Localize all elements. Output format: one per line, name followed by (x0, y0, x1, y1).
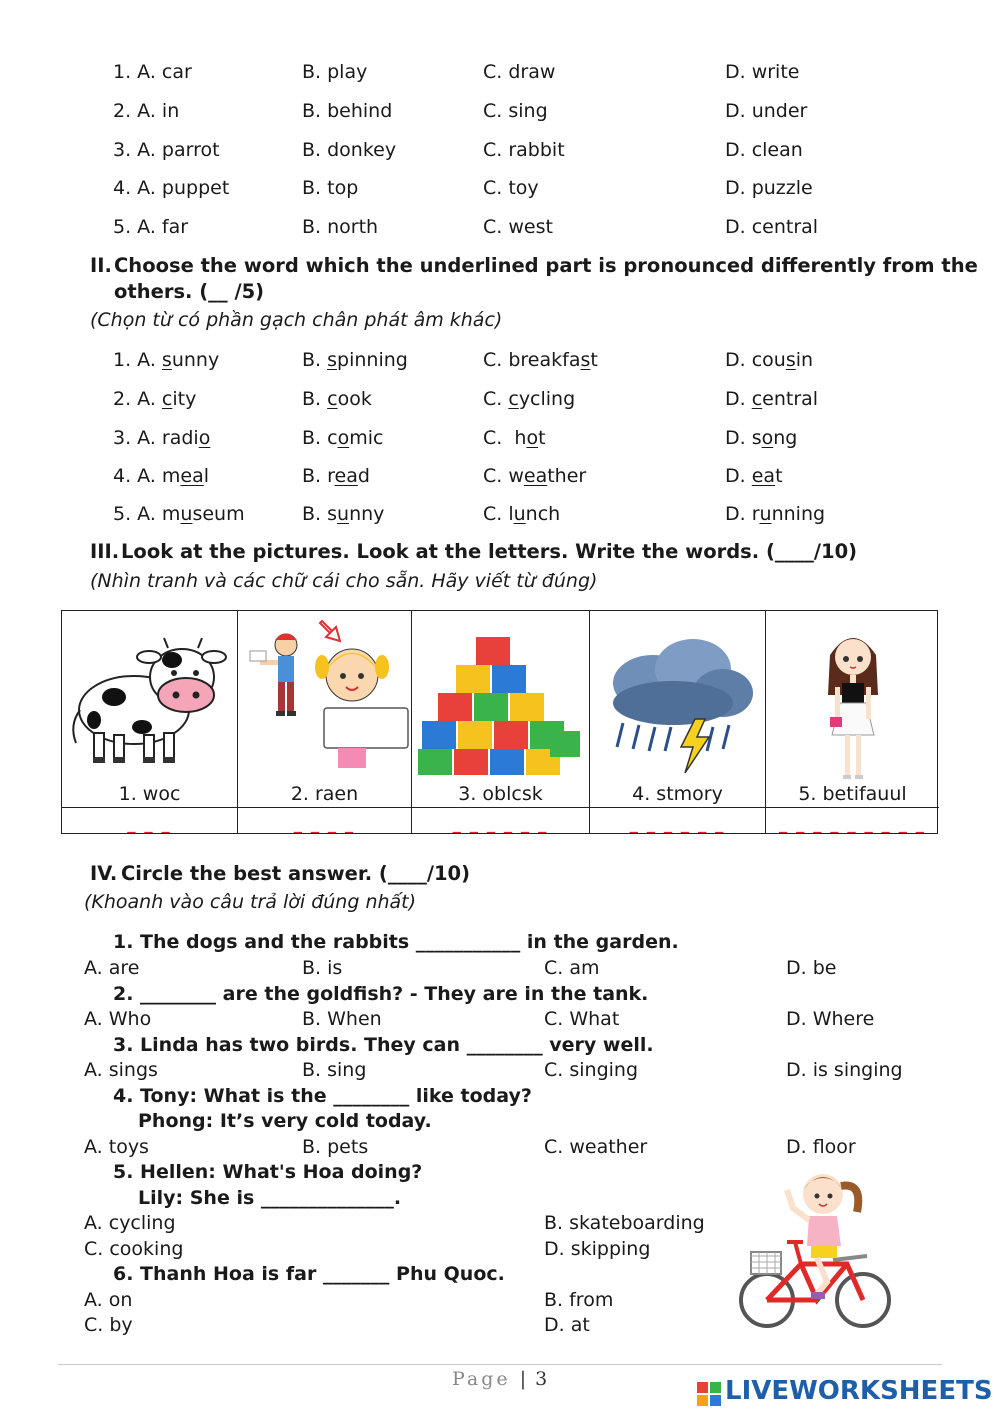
s2-q3-b[interactable]: B. comic (302, 427, 384, 449)
picture-cell-2 (238, 611, 412, 808)
s2-q4-d[interactable]: D. eat (725, 465, 783, 487)
s4-q2-d[interactable]: D. Where (786, 1008, 875, 1030)
s2-q1-c[interactable]: C. breakfast (483, 349, 598, 371)
s1-q5-a[interactable]: 5. A. far (113, 216, 189, 238)
picture-caption-4: 4. stmory (632, 783, 723, 805)
s1-q5-c[interactable]: C. west (483, 216, 553, 238)
section-2-title-line2: others. (__ /5) (114, 280, 265, 303)
s2-q3-a[interactable]: 3. A. radio (113, 427, 211, 449)
s4-q6-text: 6. Thanh Hoa is far _______ Phu Quoc. (113, 1263, 505, 1285)
picture-cell-5 (766, 611, 939, 808)
s4-q6-a[interactable]: A. on (84, 1289, 133, 1311)
section-3-subtitle: (Nhìn tranh và các chữ cái cho sẵn. Hãy viết từ đúng) (90, 570, 598, 592)
s4-q4-c[interactable]: C. weather (544, 1136, 648, 1158)
s2-q5-c[interactable]: C. lunch (483, 503, 561, 525)
s1-q2-d[interactable]: D. under (725, 100, 808, 122)
s1-q1-a[interactable]: 1. A. car (113, 61, 192, 83)
answer-blank-2[interactable]: _ _ _ _ (238, 808, 412, 833)
s4-q6-d[interactable]: D. at (544, 1314, 590, 1336)
s1-q1-d[interactable]: D. write (725, 61, 800, 83)
section-4-subtitle: (Khoanh vào câu trả lời đúng nhất) (84, 891, 417, 913)
section-4-number: IV. (90, 862, 118, 885)
liveworksheets-brand[interactable]: LIVEWORKSHEETS (725, 1376, 993, 1406)
s4-q4-text2: Phong: It’s very cold today. (138, 1110, 432, 1132)
s4-q4-text1: 4. Tony: What is the ________ like today? (113, 1085, 532, 1107)
page-label: Page (452, 1368, 511, 1390)
s1-q4-a[interactable]: 4. A. puppet (113, 177, 230, 199)
s1-q1-c[interactable]: C. draw (483, 61, 556, 83)
picture-caption-5: 5. betifauul (798, 783, 907, 805)
s1-q3-b[interactable]: B. donkey (302, 139, 397, 161)
s4-q5-c[interactable]: C. cooking (84, 1238, 184, 1260)
s1-q3-d[interactable]: D. clean (725, 139, 803, 161)
s4-q4-a[interactable]: A. toys (84, 1136, 149, 1158)
picture-cell-1 (62, 611, 238, 808)
s1-q3-a[interactable]: 3. A. parrot (113, 139, 220, 161)
s1-q3-c[interactable]: C. rabbit (483, 139, 565, 161)
near-picture (240, 613, 410, 781)
picture-caption-3: 3. oblcsk (458, 783, 543, 805)
picture-caption-2: 2. raen (290, 783, 359, 805)
s2-q2-c[interactable]: C. cycling (483, 388, 576, 410)
s2-q5-b[interactable]: B. sunny (302, 503, 385, 525)
s4-q2-b[interactable]: B. When (302, 1008, 382, 1030)
picture-cell-3 (412, 611, 590, 808)
picture-word-table (61, 610, 938, 834)
s4-q5-text1: 5. Hellen: What's Hoa doing? (113, 1161, 423, 1183)
s4-q1-a[interactable]: A. are (84, 957, 140, 979)
s4-q1-c[interactable]: C. am (544, 957, 600, 979)
answer-blank-3[interactable]: _ _ _ _ _ _ (412, 808, 590, 833)
blocks-picture (416, 631, 586, 781)
liveworksheets-logo-icon (697, 1382, 721, 1406)
page-footer: Page | 3 (452, 1368, 551, 1390)
s4-q5-text2: Lily: She is ______________. (138, 1187, 402, 1209)
s4-q4-b[interactable]: B. pets (302, 1136, 369, 1158)
section-4-title: Circle the best answer. (____/10) (121, 862, 470, 885)
s4-q6-c[interactable]: C. by (84, 1314, 133, 1336)
s2-q3-c[interactable]: C. hot (483, 427, 546, 449)
s1-q4-b[interactable]: B. top (302, 177, 359, 199)
s4-q3-text: 3. Linda has two birds. They can ________ very well. (113, 1034, 654, 1056)
footer-divider (58, 1364, 942, 1365)
s4-q1-b[interactable]: B. is (302, 957, 343, 979)
s2-q5-a[interactable]: 5. A. museum (113, 503, 245, 525)
beautiful-girl-picture (808, 625, 898, 785)
cow-picture (64, 615, 236, 785)
s1-q2-c[interactable]: C. sing (483, 100, 548, 122)
s4-q5-d[interactable]: D. skipping (544, 1238, 651, 1260)
picture-cell-4 (590, 611, 766, 808)
s1-q1-b[interactable]: B. play (302, 61, 368, 83)
s2-q4-b[interactable]: B. read (302, 465, 370, 487)
s4-q5-b[interactable]: B. skateboarding (544, 1212, 705, 1234)
s2-q1-a[interactable]: 1. A. sunny (113, 349, 220, 371)
s2-q2-a[interactable]: 2. A. city (113, 388, 197, 410)
s4-q3-d[interactable]: D. is singing (786, 1059, 903, 1081)
s4-q3-c[interactable]: C. singing (544, 1059, 639, 1081)
s4-q3-b[interactable]: B. sing (302, 1059, 367, 1081)
page-number: 3 (535, 1368, 551, 1390)
s2-q5-d[interactable]: D. running (725, 503, 826, 525)
s1-q4-c[interactable]: C. toy (483, 177, 539, 199)
s1-q2-b[interactable]: B. behind (302, 100, 393, 122)
s2-q3-d[interactable]: D. song (725, 427, 798, 449)
cycling-girl-picture (737, 1160, 897, 1340)
answer-blank-1[interactable]: _ _ _ (62, 808, 238, 833)
s2-q1-d[interactable]: D. cousin (725, 349, 814, 371)
s4-q3-a[interactable]: A. sings (84, 1059, 158, 1081)
storm-cloud-picture (593, 631, 763, 781)
s4-q5-a[interactable]: A. cycling (84, 1212, 176, 1234)
s2-q4-c[interactable]: C. weather (483, 465, 587, 487)
answer-blank-4[interactable]: _ _ _ _ _ _ (590, 808, 766, 833)
s2-q1-b[interactable]: B. spinning (302, 349, 408, 371)
picture-caption-1: 1. woc (118, 783, 181, 805)
answer-blank-5[interactable]: _ _ _ _ _ _ _ _ _ (779, 814, 926, 833)
section-3-title: Look at the pictures. Look at the letters. Write the words. (____/10) (121, 540, 858, 563)
s4-q6-b[interactable]: B. from (544, 1289, 614, 1311)
s1-q5-b[interactable]: B. north (302, 216, 379, 238)
s4-q2-text: 2. ________ are the goldfish? - They are in the tank. (113, 983, 649, 1005)
s2-q2-b[interactable]: B. cook (302, 388, 372, 410)
s2-q4-a[interactable]: 4. A. meal (113, 465, 210, 487)
s2-q2-d[interactable]: D. central (725, 388, 819, 410)
s4-q2-a[interactable]: A. Who (84, 1008, 152, 1030)
s4-q4-d[interactable]: D. floor (786, 1136, 856, 1158)
s4-q2-c[interactable]: C. What (544, 1008, 620, 1030)
s1-q4-d[interactable]: D. puzzle (725, 177, 813, 199)
section-2-number: II. (90, 254, 112, 277)
section-2-title-line1: Choose the word which the underlined part is pronounced differently from the (114, 254, 978, 277)
s1-q2-a[interactable]: 2. A. in (113, 100, 180, 122)
section-2-subtitle: (Chọn từ có phần gạch chân phát âm khác) (90, 309, 503, 331)
section-3-number: III. (90, 540, 120, 563)
s4-q1-text: 1. The dogs and the rabbits ___________ in the garden. (113, 931, 679, 953)
s1-q5-d[interactable]: D. central (725, 216, 819, 238)
s4-q1-d[interactable]: D. be (786, 957, 837, 979)
